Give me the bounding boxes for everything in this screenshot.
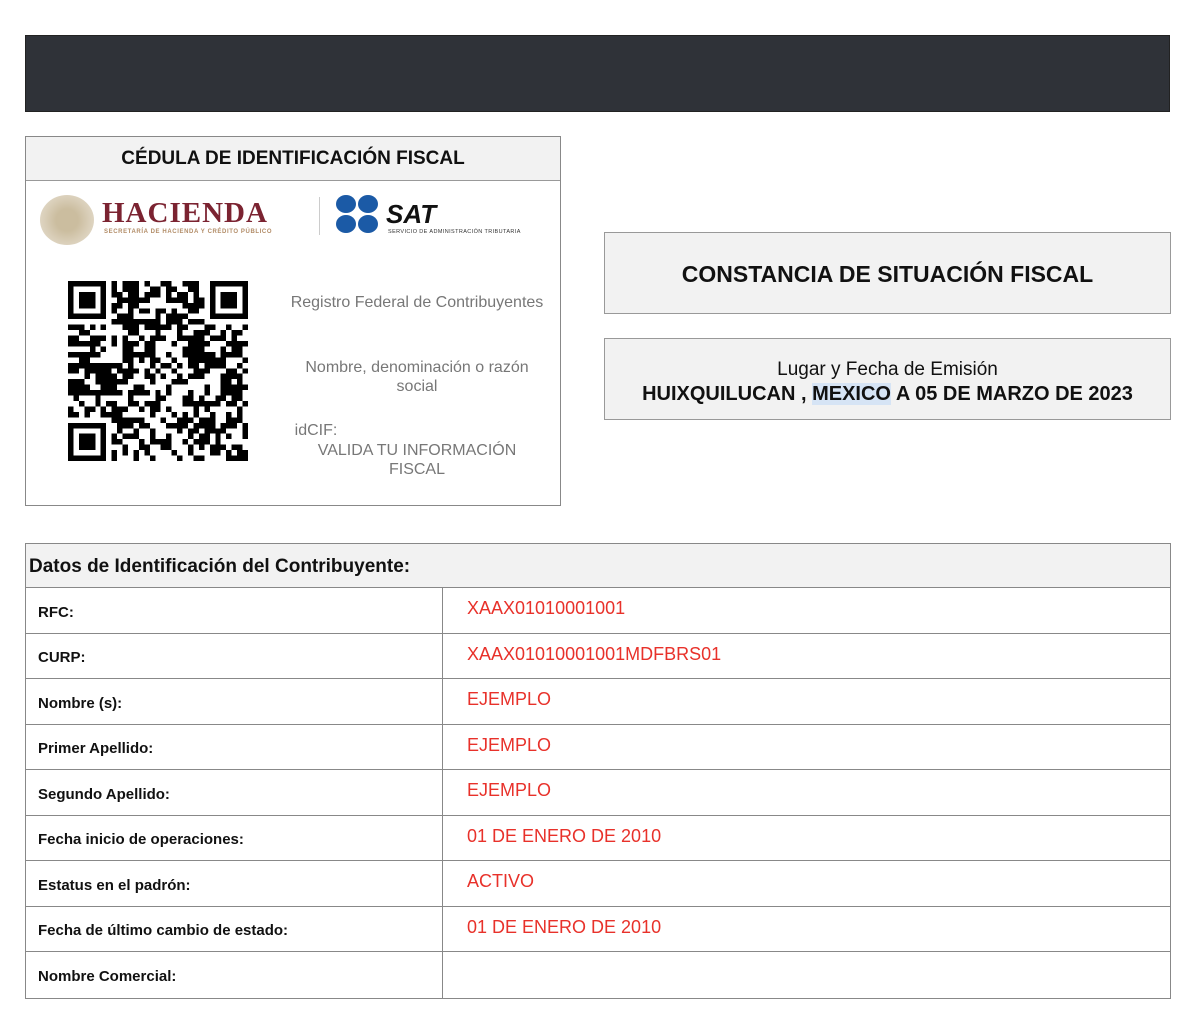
emission-city: HUIXQUILUCAN , (642, 383, 807, 405)
sat-logo: SAT (386, 199, 437, 229)
row-label: Primer Apellido: (26, 725, 443, 770)
constancia-title: CONSTANCIA DE SITUACIÓN FISCAL (604, 232, 1171, 314)
table-row (26, 588, 1170, 634)
row-label: Estatus en el padrón: (26, 861, 443, 906)
table-row (26, 861, 1170, 907)
logo-divider (319, 197, 320, 235)
row-value (443, 952, 1170, 998)
hacienda-logo: HACIENDA (102, 197, 268, 229)
table-row (26, 634, 1170, 680)
cedula-card (25, 136, 561, 506)
rfc-label: Registro Federal de Contribuyentes (290, 294, 544, 311)
table-row (26, 952, 1170, 998)
row-value: EJEMPLO (467, 689, 552, 709)
row-value: 01 DE ENERO DE 2010 (467, 916, 662, 937)
table-row (26, 816, 1170, 862)
table-row (26, 907, 1170, 953)
sat-subtitle: SERVICIO DE ADMINISTRACIÓN TRIBUTARIA (388, 229, 521, 235)
table-row (26, 770, 1170, 816)
table-row (26, 679, 1170, 725)
row-label: CURP: (26, 634, 443, 679)
row-label: Nombre Comercial: (26, 952, 443, 998)
row-label: Nombre (s): (26, 679, 443, 724)
logos (38, 189, 553, 249)
row-value: XAAX01010001001MDFBRS01 (467, 643, 722, 664)
emission-label: Lugar y Fecha de Emisión (777, 359, 998, 380)
hacienda-subtitle: SECRETARÍA DE HACIENDA Y CRÉDITO PÚBLICO (104, 229, 273, 235)
idcif-label: idCIF: (294, 422, 338, 439)
qr-code-icon (68, 281, 248, 461)
emission-place-date (605, 382, 1170, 407)
row-label: RFC: (26, 588, 443, 633)
emission-box (604, 338, 1171, 420)
table-header: Datos de Identificación del Contribuyente: (26, 544, 1170, 588)
row-value: XAAX01010001001 (467, 598, 626, 618)
row-label: Fecha de último cambio de estado: (26, 907, 443, 952)
row-label: Segundo Apellido: (26, 770, 443, 815)
emission-state: MEXICO (812, 383, 891, 405)
row-value: EJEMPLO (467, 780, 552, 800)
table-row (26, 725, 1170, 771)
header-bar (25, 35, 1170, 112)
name-label: Nombre, denominación o razón social (305, 359, 529, 395)
mexico-seal-icon (40, 195, 94, 245)
validate-link[interactable]: VALIDA TU INFORMACIÓN FISCAL (317, 442, 517, 478)
card-title: CÉDULA DE IDENTIFICACIÓN FISCAL (26, 137, 560, 181)
row-value: 01 DE ENERO DE 2010 (467, 825, 662, 846)
row-value: ACTIVO (467, 871, 535, 891)
row-value: EJEMPLO (467, 734, 552, 755)
row-label: Fecha inicio de operaciones: (26, 816, 443, 861)
emission-date: A 05 DE MARZO DE 2023 (895, 383, 1133, 405)
taxpayer-table (25, 543, 1171, 999)
sat-dots-icon (336, 195, 380, 235)
